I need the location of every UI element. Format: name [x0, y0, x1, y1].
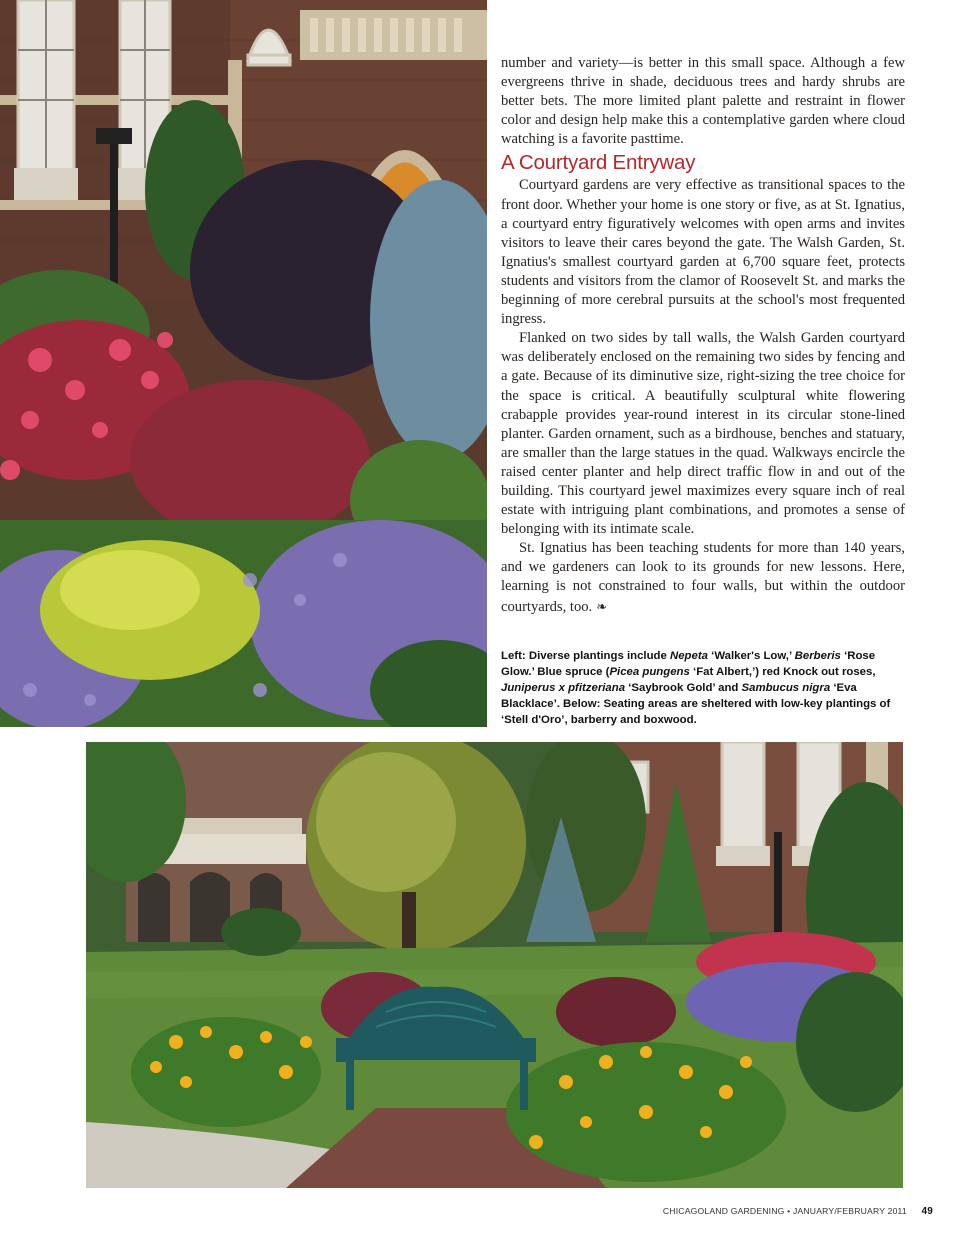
photo-seating-area-art [86, 742, 903, 1188]
section-heading: A Courtyard Entryway [501, 151, 696, 175]
photo-caption [501, 648, 901, 728]
caption-text: ‘Rose Glow.’ Blue spruce ( [501, 650, 876, 679]
photo-seating-area [86, 742, 903, 1188]
issue-date: JANUARY/FEBRUARY 2011 [792, 1206, 907, 1216]
caption-text: ‘Fat Albert,’) red Knock out roses, [689, 666, 876, 679]
caption-text: ‘Walker's Low,’ [707, 650, 795, 662]
photo-courtyard-plantings-art [0, 0, 487, 727]
article-paragraph-lead: number and variety—is better in this small space. Although a few evergreens thrive in shade, deciduous trees and hardy shrubs are better bets. The more limited plant palette and restraint in flower color and design help make this a contemplative garden where cloud watching is a favorite pasttime. [501, 55, 905, 148]
fleuron-end-mark-icon: ❧ [596, 598, 608, 614]
article-body [501, 54, 905, 617]
page-footer [600, 1206, 933, 1217]
caption-text: ‘Eva Blacklace’. Below: Seating areas are sheltered with low-key plantings of ‘Stell d'Oro’, barberry and boxwood. [501, 682, 891, 727]
caption-text: Left: Diverse plantings include [501, 650, 670, 662]
caption-latin-name: Sambucus nigra [741, 682, 831, 695]
caption-latin-name: Nepeta [670, 650, 708, 662]
article-paragraph: Courtyard gardens are very effective as transitional spaces to the front door. Whether your home is one story or five, as at St. Ignatius, a courtyard entry figuratively welcomes with open arms and invites visitors to leave their cares beyond the gate. The Walsh Garden, St. Ignatius's smallest courtyard garden at 6,700 square feet, protects students and visitors from the clamor of Roosevelt St. and marks the beginning of more cerebral pursuits at the school's most frequented ingress. [501, 177, 905, 328]
article-paragraph-closing [501, 539, 905, 616]
closing-text: St. Ignatius has been teaching students for more than 140 years, and we gardeners can look to its grounds for new lessons. Here, learning is not constrained to four walls, but within the outdoor courtyards, too. [501, 540, 905, 615]
publication-name: CHICAGOLAND GARDENING [662, 1206, 785, 1216]
caption-text: ‘Saybrook Gold’ and [625, 682, 742, 695]
caption-latin-name: Berberis [794, 650, 841, 662]
caption-latin-name: Picea pungens [609, 666, 690, 679]
photo-courtyard-plantings [0, 0, 487, 727]
footer-separator: • [787, 1206, 791, 1216]
article-paragraph: Flanked on two sides by tall walls, the Walsh Garden courtyard was deliberately enclosed on the remaining two sides by fencing and a gate. Because of its diminutive size, right-sizing the tree choice for the space is critical. A beautifully sculptural white flowering crabapple provides year-round interest in its circular stone-lined planter. Garden ornament, such as a birdhouse, benches and statuary, are smaller than the large statues in the quad. Walkways encircle the raised center planter and help direct traffic flow in and out of the building. This courtyard jewel maximizes every square inch of real estate with intriguing plant combinations, and promotes a sense of belonging with its intimate scale. [501, 330, 905, 538]
page-number: 49 [921, 1206, 933, 1217]
caption-latin-name: Juniperus x pfitzeriana [501, 682, 626, 695]
